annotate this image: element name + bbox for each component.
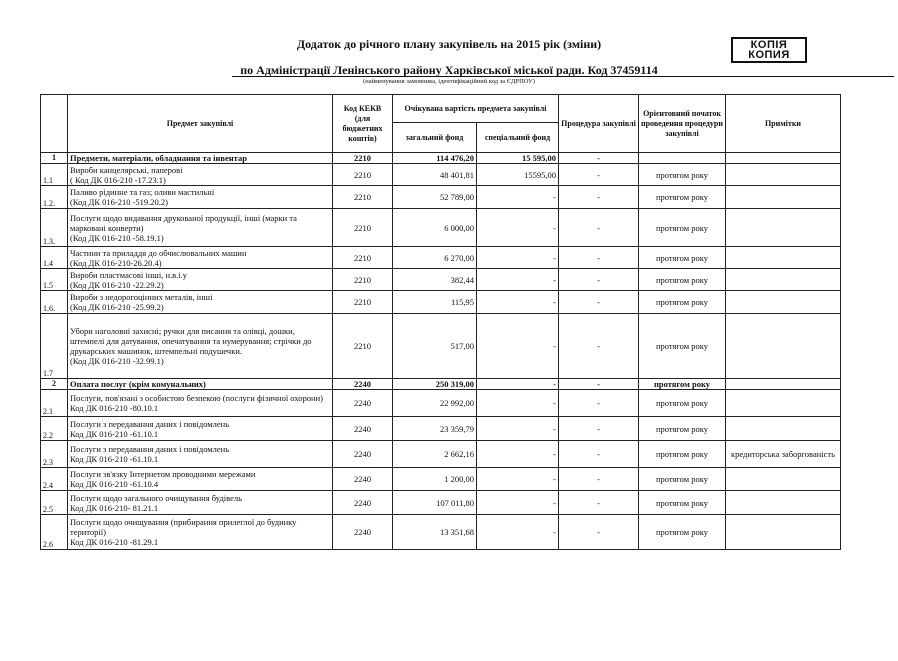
row-procedure: -: [559, 164, 639, 186]
row-notes: [726, 247, 841, 269]
row-notes: кредиторська заборгованість: [726, 441, 841, 468]
row-number: 2: [41, 379, 68, 390]
row-notes: [726, 209, 841, 247]
stamp-line-1: КОПІЯ: [750, 39, 788, 51]
row-start: протягом року: [639, 390, 726, 417]
row-procedure: -: [559, 247, 639, 269]
row-procedure: -: [559, 314, 639, 379]
row-general-fund: 115,95: [393, 291, 477, 314]
table-row: [41, 468, 841, 491]
row-start: протягом року: [639, 491, 726, 515]
row-procedure: -: [559, 417, 639, 441]
row-special-fund: -: [477, 390, 559, 417]
row-number: 1.4: [41, 247, 68, 269]
table-row: [41, 291, 841, 314]
row-subject: Оплата послуг (крім комунальних): [68, 379, 333, 390]
row-general-fund: 517,00: [393, 314, 477, 379]
row-subject: Послуги зв'язку Інтернетом проводними мережами Код ДК 016-210 -61.10.4: [68, 468, 333, 491]
row-subject: Послуги з передавання даних і повідомлень Код ДК 016-210 -61.10.1: [68, 417, 333, 441]
row-general-fund: 22 992,00: [393, 390, 477, 417]
row-special-fund: -: [477, 314, 559, 379]
table-row: [41, 417, 841, 441]
row-special-fund: -: [477, 417, 559, 441]
row-kekv: 2240: [333, 390, 393, 417]
row-notes: [726, 468, 841, 491]
row-procedure: -: [559, 291, 639, 314]
row-notes: [726, 491, 841, 515]
row-kekv: 2210: [333, 269, 393, 291]
subtitle-underline: [232, 76, 894, 77]
row-subject: Послуги щодо очищування (прибирання прилеглої до будинку території) Код ДК 016-210 -81.29.1: [68, 515, 333, 550]
row-notes: [726, 164, 841, 186]
row-notes: [726, 390, 841, 417]
row-start: протягом року: [639, 417, 726, 441]
row-notes: [726, 153, 841, 164]
row-kekv: 2210: [333, 164, 393, 186]
section-row: [41, 153, 841, 164]
row-kekv: 2210: [333, 186, 393, 209]
row-special-fund: -: [477, 209, 559, 247]
row-special-fund: 15 595,00: [477, 153, 559, 164]
row-kekv: 2240: [333, 491, 393, 515]
row-special-fund: -: [477, 441, 559, 468]
row-special-fund: 15595,00: [477, 164, 559, 186]
document-subtitle: по Адміністрації Ленінського району Харківської міської ради. Код 37459114: [240, 63, 658, 77]
row-procedure: -: [559, 269, 639, 291]
row-general-fund: 48 401,81: [393, 164, 477, 186]
row-procedure: -: [559, 379, 639, 390]
row-procedure: -: [559, 468, 639, 491]
row-number: 1.5: [41, 269, 68, 291]
row-procedure: -: [559, 515, 639, 550]
row-kekv: 2210: [333, 209, 393, 247]
row-number: 2.3: [41, 441, 68, 468]
row-general-fund: 107 011,80: [393, 491, 477, 515]
header-kekv: Код КЕКВ (для бюджетних коштів): [333, 95, 393, 153]
row-kekv: 2240: [333, 417, 393, 441]
header-general-fund: загальний фонд: [393, 123, 477, 153]
table-row: [41, 269, 841, 291]
row-subject: Предмети, матеріали, обладнання та інвентар: [68, 153, 333, 164]
row-start: протягом року: [639, 209, 726, 247]
row-notes: [726, 379, 841, 390]
procurement-table: [40, 94, 841, 550]
row-general-fund: 23 359,79: [393, 417, 477, 441]
row-number: 1.2.: [41, 186, 68, 209]
table-row: [41, 186, 841, 209]
row-notes: [726, 186, 841, 209]
row-start: протягом року: [639, 291, 726, 314]
row-subject: Вироби канцелярські, паперові ( Код ДК 016-210 -17.23.1): [68, 164, 333, 186]
table-row: [41, 441, 841, 468]
header-procedure: Процедура закупівлі: [559, 95, 639, 153]
row-start: протягом року: [639, 468, 726, 491]
row-number: 1.6.: [41, 291, 68, 314]
table-body: [41, 153, 841, 550]
table-row: [41, 164, 841, 186]
table-row: [41, 247, 841, 269]
row-procedure: -: [559, 491, 639, 515]
row-kekv: 2210: [333, 314, 393, 379]
document-title: Додаток до річного плану закупівель на 2015 рік (зміни): [296, 37, 602, 51]
row-kekv: 2210: [333, 291, 393, 314]
row-subject: Послуги щодо загального очищування будівель Код ДК 016-210- 81.21.1: [68, 491, 333, 515]
row-number: 2.5: [41, 491, 68, 515]
table-row: [41, 491, 841, 515]
row-kekv: 2240: [333, 515, 393, 550]
row-number: 2.2: [41, 417, 68, 441]
row-special-fund: -: [477, 379, 559, 390]
table-row: [41, 314, 841, 379]
header-expected-cost: Очікувана вартість предмета закупівлі: [393, 95, 559, 123]
row-start: протягом року: [639, 164, 726, 186]
row-special-fund: -: [477, 291, 559, 314]
row-general-fund: 114 476,20: [393, 153, 477, 164]
row-number: 1.7: [41, 314, 68, 379]
row-kekv: 2240: [333, 379, 393, 390]
row-special-fund: -: [477, 491, 559, 515]
row-general-fund: 382,44: [393, 269, 477, 291]
row-procedure: -: [559, 153, 639, 164]
header-num: [41, 95, 68, 153]
row-notes: [726, 515, 841, 550]
stamp-line-2: КОПИЯ: [748, 49, 790, 61]
row-start: протягом року: [639, 186, 726, 209]
row-general-fund: 6 000,00: [393, 209, 477, 247]
header-subject: Предмет закупівлі: [68, 95, 333, 153]
header-notes: Примітки: [726, 95, 841, 153]
row-number: 2.1: [41, 390, 68, 417]
row-notes: [726, 269, 841, 291]
row-subject: Паливо рідинне та газ; оливи мастильні (Код ДК 016-210 -519.20.2): [68, 186, 333, 209]
row-start: [639, 153, 726, 164]
row-general-fund: 1 200,00: [393, 468, 477, 491]
row-number: 2.4: [41, 468, 68, 491]
row-kekv: 2210: [333, 247, 393, 269]
row-kekv: 2240: [333, 441, 393, 468]
row-procedure: -: [559, 186, 639, 209]
row-special-fund: -: [477, 247, 559, 269]
subtitle-note: (найменування замовника, ідентифікаційний код за ЄДРПОУ): [363, 78, 535, 85]
row-procedure: -: [559, 390, 639, 417]
row-subject: Вироби пластмасові інші, н.в.і.у (Код ДК 016-210 -22.29.2): [68, 269, 333, 291]
row-subject: Послуги, пов'язані з особистою безпекою (послуги фізичної охорони) Код ДК 016-210 -80.10.1: [68, 390, 333, 417]
row-number: 2.6: [41, 515, 68, 550]
row-start: протягом року: [639, 379, 726, 390]
table-row: [41, 390, 841, 417]
row-notes: [726, 314, 841, 379]
row-general-fund: 6 270,00: [393, 247, 477, 269]
header-special-fund: спеціальний фонд: [477, 123, 559, 153]
row-start: протягом року: [639, 247, 726, 269]
row-general-fund: 250 319,00: [393, 379, 477, 390]
row-subject: Убори наголовні захисні; ручки для писання та олівці, дошки, штемпелі для датування, опечатування та нумерування; стрічки до друкарських машинок, штемпельні подушечки. (Код ДК 016-210 -32.99.1): [68, 314, 333, 379]
row-notes: [726, 291, 841, 314]
row-kekv: 2240: [333, 468, 393, 491]
row-special-fund: -: [477, 269, 559, 291]
row-start: протягом року: [639, 515, 726, 550]
table-row: [41, 515, 841, 550]
row-general-fund: 52 789,00: [393, 186, 477, 209]
row-start: протягом року: [639, 314, 726, 379]
row-number: 1: [41, 153, 68, 164]
section-row: [41, 379, 841, 390]
row-special-fund: -: [477, 186, 559, 209]
row-special-fund: -: [477, 468, 559, 491]
header-start: Орієнтовний початок проведення процедури закупівлі: [639, 95, 726, 153]
row-subject: Частини та приладдя до обчислювальних машин (Код ДК 016-210-26.20.4): [68, 247, 333, 269]
row-procedure: -: [559, 209, 639, 247]
table-row: [41, 209, 841, 247]
row-start: протягом року: [639, 269, 726, 291]
row-special-fund: -: [477, 515, 559, 550]
row-subject: Послуги щодо видавання друкованої продукції, інші (марки та марковані конверти) (Код ДК 016-210 -58.19.1): [68, 209, 333, 247]
row-procedure: -: [559, 441, 639, 468]
row-number: 1.1: [41, 164, 68, 186]
row-subject: Вироби з недорогоцінних металів, інші (Код ДК 016-210 -25.99.2): [68, 291, 333, 314]
row-start: протягом року: [639, 441, 726, 468]
row-subject: Послуги з передавання даних і повідомлень Код ДК 016-210 -61.10.1: [68, 441, 333, 468]
row-general-fund: 2 662,16: [393, 441, 477, 468]
copy-stamp: [731, 37, 807, 63]
row-kekv: 2210: [333, 153, 393, 164]
row-number: 1.3.: [41, 209, 68, 247]
row-general-fund: 13 351,68: [393, 515, 477, 550]
row-notes: [726, 417, 841, 441]
